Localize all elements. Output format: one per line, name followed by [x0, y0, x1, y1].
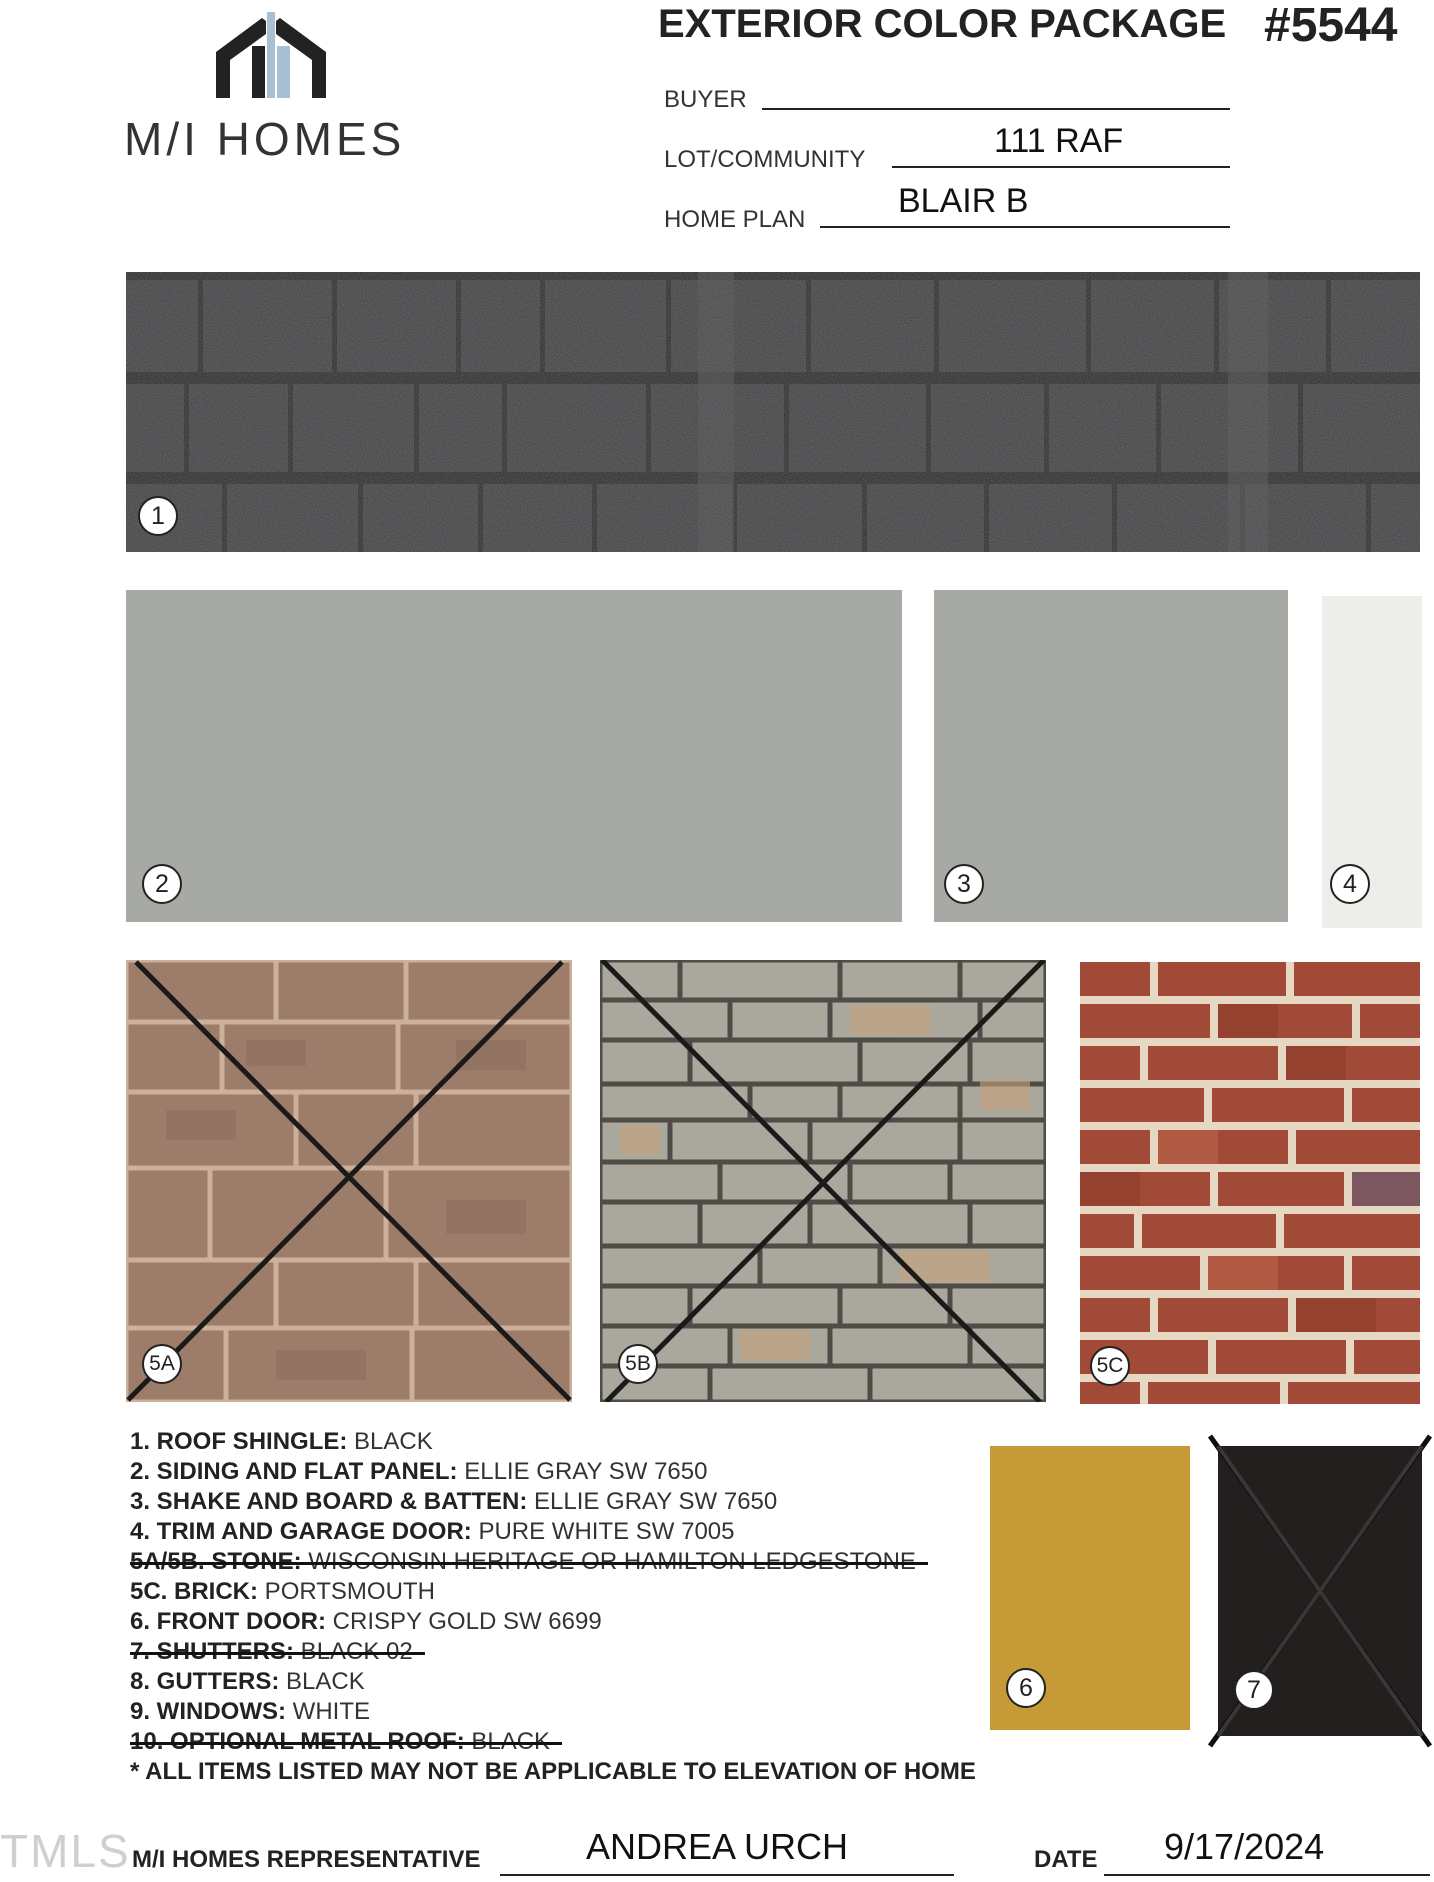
legend-item	[130, 1577, 976, 1607]
swatch-number-5c: 5C	[1090, 1346, 1130, 1386]
shake-swatch	[934, 590, 1288, 922]
lot-community-value: 111 RAF	[994, 122, 1124, 160]
legend-item	[130, 1697, 976, 1727]
legend-item-label: 4. TRIM AND GARAGE DOOR:	[130, 1518, 472, 1545]
legend-item	[130, 1517, 976, 1547]
legend-item-value: BLACK	[347, 1428, 433, 1455]
legend-item-value: CRISPY GOLD SW 6699	[326, 1608, 602, 1635]
legend-item	[130, 1487, 976, 1517]
legend-item	[130, 1427, 976, 1457]
legend-item	[130, 1547, 976, 1577]
legend-item-label: 9. WINDOWS:	[130, 1698, 286, 1725]
legend-item-label: 1. ROOF SHINGLE:	[130, 1428, 348, 1455]
lot-community-line	[892, 166, 1230, 168]
strikethrough-line	[130, 1742, 562, 1745]
home-plan-line	[820, 226, 1230, 228]
mi-homes-logo-mark	[216, 12, 326, 98]
legend-item-label: 8. GUTTERS:	[130, 1668, 280, 1695]
swatch-number-5a: 5A	[142, 1344, 182, 1384]
legend-item-value: ELLIE GRAY SW 7650	[457, 1458, 708, 1485]
swatch-number-3: 3	[944, 864, 984, 904]
legend-item-label: 5C. BRICK:	[130, 1578, 259, 1605]
mi-homes-logo-text: M/I HOMES	[124, 113, 406, 165]
date-line	[1104, 1874, 1430, 1876]
date-value: 9/17/2024	[1164, 1826, 1325, 1867]
swatch-number-7: 7	[1234, 1670, 1274, 1710]
mls-watermark: TMLS	[0, 1825, 131, 1877]
strikethrough-line	[130, 1652, 425, 1655]
home-plan-value: BLAIR B	[898, 182, 1029, 220]
legend-item	[130, 1637, 976, 1667]
legend-item-label: 3. SHAKE AND BOARD & BATTEN:	[130, 1488, 528, 1515]
trim-swatch	[1322, 596, 1422, 928]
roof-shingle-swatch	[126, 272, 1420, 552]
front-door-swatch	[990, 1446, 1190, 1730]
stone-5a-cross	[126, 960, 572, 1402]
color-legend	[130, 1427, 976, 1787]
legend-item-label: 6. FRONT DOOR:	[130, 1608, 326, 1635]
lot-community-label: LOT/COMMUNITY	[664, 146, 866, 173]
stone-5b-swatch	[600, 960, 1046, 1402]
legend-item-value: WHITE	[286, 1698, 370, 1725]
home-plan-label: HOME PLAN	[664, 206, 806, 233]
package-number: #5544	[1264, 0, 1398, 52]
legend-item-value: ELLIE GRAY SW 7650	[527, 1488, 778, 1515]
brick-swatch	[1080, 962, 1420, 1404]
representative-line	[500, 1874, 954, 1876]
stone-5b-cross	[600, 960, 1046, 1402]
legend-item	[130, 1607, 976, 1637]
swatch-number-5b: 5B	[618, 1344, 658, 1384]
buyer-line	[762, 108, 1230, 110]
legend-item	[130, 1457, 976, 1487]
page-title: EXTERIOR COLOR PACKAGE	[658, 2, 1227, 46]
siding-color	[126, 590, 902, 922]
legend-item	[130, 1667, 976, 1697]
shake-color	[934, 590, 1288, 922]
legend-item-value: PORTSMOUTH	[258, 1578, 435, 1605]
applicability-note: * ALL ITEMS LISTED MAY NOT BE APPLICABLE TO ELEVATION OF HOME	[130, 1758, 976, 1785]
legend-item-value: PURE WHITE SW 7005	[471, 1518, 735, 1545]
legend-item-value: BLACK	[279, 1668, 365, 1695]
swatch-number-6: 6	[1006, 1668, 1046, 1708]
shutters-swatch	[1206, 1432, 1434, 1750]
legend-item-label: 2. SIDING AND FLAT PANEL:	[130, 1458, 458, 1485]
swatch-number-4: 4	[1330, 864, 1370, 904]
legend-list	[130, 1427, 976, 1757]
siding-swatch	[126, 590, 902, 922]
representative-label: M/I HOMES REPRESENTATIVE	[132, 1846, 481, 1873]
representative-value: ANDREA URCH	[586, 1826, 849, 1867]
strikethrough-line	[130, 1562, 928, 1565]
swatch-number-1: 1	[138, 496, 178, 536]
legend-item	[130, 1727, 976, 1757]
date-label: DATE	[1034, 1846, 1098, 1873]
stone-5a-swatch	[126, 960, 572, 1402]
swatch-number-2: 2	[142, 864, 182, 904]
buyer-label: BUYER	[664, 86, 747, 113]
